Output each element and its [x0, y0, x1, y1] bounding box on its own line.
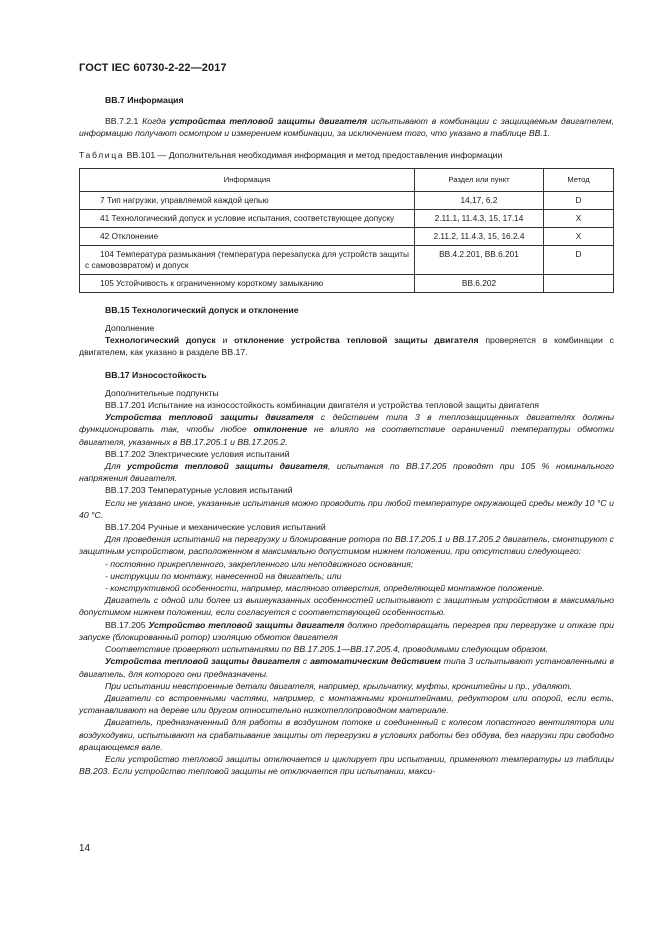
paragraph-bb17-addition: Дополнительные подпункты: [105, 387, 219, 398]
table-row: [80, 274, 614, 292]
table-row: [80, 245, 614, 274]
table-cell-method: D: [544, 191, 614, 209]
paragraph-bb721: BB.7.2.1 Когда устройства тепловой защиты двигателя испытывают в комбинации с защищаемым двигателем, информацию получают осмотром и измерением комбинации, за исключением того, что указано в таблице BB.1.: [79, 116, 615, 139]
table-cell-method: D: [544, 245, 614, 274]
subclause-title-bb17201: BB.17.201 Испытание на износостойкость комбинации двигателя и устройства тепловой защиты двигателя: [105, 400, 540, 411]
page-number: 14: [79, 843, 91, 854]
paragraph-bb17203: Если не указано иное, указанные испытания можно проводить при любой температуре окружающей среды между 10 °C и 40 °C.: [79, 497, 614, 520]
subclause-title-bb17204: BB.17.204 Ручные и механические условия испытаний: [105, 522, 326, 533]
section-heading-bb17: BB.17 Износостойкость: [105, 369, 207, 380]
subclause-title-bb17202: BB.17.202 Электрические условия испытаний: [105, 448, 290, 459]
table-cell-clause: BB.6.202: [415, 274, 544, 292]
table-cell-method: X: [544, 227, 614, 245]
table-header-cell: Метод: [544, 168, 614, 191]
document-body: [79, 94, 614, 777]
table-header-row: [80, 168, 614, 191]
paragraph-bb17201: Устройства тепловой защиты двигателя с действием типа 3 в теплозащищенных двигателях должны функционировать так, чтобы любое отклонение не влияло на соответствие ограничений температуры обмотки двигателя, указанных в BB.17.205.1 и BB.17.205.2.: [79, 412, 614, 447]
paragraph-bb17205-parts: При испытании невстроенные детали двигателя, например, крыльчатку, муфты, кронштейны и пр., удаляют.: [105, 680, 573, 691]
paragraph-bb17205-cycling: Если устройство тепловой защиты отключается и циклирует при испытании, применяют температуры из таблицы BB.203. Если устройство тепловой защиты не отключается при испытании, макси-: [79, 753, 614, 777]
section-heading-bb15: BB.15 Технологический допуск и отклонение: [105, 304, 299, 315]
table-cell-method: [544, 274, 614, 292]
table-row: [80, 227, 614, 245]
list-item: - инструкции по монтажу, нанесенной на двигатель; или: [105, 570, 342, 581]
paragraph-bb17205: BB.17.205 Устройство тепловой защиты двигателя должно предотвращать перегрев при перегрузке и отказе при запуске (блокированный ротор) изоляцию обмоток двигателя: [79, 619, 614, 642]
table-cell-clause: 2.11.2, 11.4.3, 15, 16.2.4: [415, 227, 544, 245]
paragraph-bb17205-compliance: Соответствие проверяют испытаниями по BB.17.205.1—BB.17.205.4, проводимыми следующим образом.: [105, 644, 548, 655]
table-row: [80, 209, 614, 227]
paragraph-bb17204: Для проведения испытаний на перегрузку и блокирование ротора по BB.17.205.1 и BB.17.205.2 двигатель, смонтируют с защитным устройством, расположенном в максимально допустимом нижнем положении, при отсутствии следующего:: [79, 534, 614, 557]
table-row: [80, 191, 614, 209]
paragraph-bb17205-mounting: Двигатели со встроенными частями, например, с монтажными кронштейнами, редуктором или опорой, если есть, устанавливают на дереве или другом относительно низкотеплопроводном материале.: [79, 692, 614, 716]
paragraph-bb17202: Для устройств тепловой защиты двигателя, испытания по BB.17.205 проводят при 105 % номинального напряжения двигателя.: [79, 461, 614, 484]
table-cell-info: 41 Технологический допуск и условие испытания, соответствующее допуску: [80, 209, 415, 227]
table-cell-info: 42 Отклонение: [80, 227, 415, 245]
table-header-cell: Информация: [80, 168, 415, 191]
list-item: - постоянно прикрепленного, закрепленного или неподвижного основания;: [105, 558, 414, 569]
document-header: ГОСТ IEC 60730-2-22—2017: [79, 62, 227, 74]
table-cell-method: X: [544, 209, 614, 227]
table-cell-info: 105 Устойчивость к ограниченному короткому замыканию: [80, 274, 415, 292]
table-cell-clause: 14,17, 6.2: [415, 191, 544, 209]
table-header-cell: Раздел или пункт: [415, 168, 544, 191]
paragraph-bb15-addition: Дополнение: [105, 323, 155, 334]
table-cell-clause: 2.11.1, 11.4.3, 15, 17.14: [415, 209, 544, 227]
info-table: [79, 168, 614, 293]
table-cell-info: 7 Тип нагрузки, управляемой каждой цепью: [80, 191, 415, 209]
paragraph-bb17204-after: Двигатель с одной или более из вышеуказанных особенностей испытывают с защитным устройством в максимально допустимом нижнем положении, если согласуется с соответствующей особенностью.: [79, 595, 614, 618]
table-cell-clause: BB.4.2.201, BB.6.201: [415, 245, 544, 274]
section-heading-bb7: BB.7 Информация: [105, 95, 184, 105]
table-cell-info: 104 Температура размыкания (температура перезапуска для устройств защиты с самовозвратом) и допуск: [80, 245, 415, 274]
list-item: - конструктивной особенности, например, масляного отверстия, определяющей монтажное положение.: [105, 583, 545, 594]
paragraph-bb17205-type3: Устройства тепловой защиты двигателя с автоматическим действием типа 3 испытывают установленными в двигатель, для которого они предназначены.: [79, 656, 615, 679]
paragraph-bb15: Технологический допуск и отклонение устройства тепловой защиты двигателя проверяется в комбинации с двигателем, как указано в разделе BB.17.: [79, 335, 614, 358]
table-caption: Таблица BB.101 — Дополнительная необходимая информация и метод предоставления информации: [79, 149, 503, 160]
subclause-title-bb17203: BB.17.203 Температурные условия испытаний: [105, 485, 293, 496]
paragraph-bb17205-airflow: Двигатель, предназначенный для работы в воздушном потоке и соединенный с колесом лопастного вентилятора или воздуходувки, испытывают на срабатывание защиты от перегрузки в условиях работы без обдува, без нагрузки при свободно вращающемся вале.: [79, 717, 614, 752]
